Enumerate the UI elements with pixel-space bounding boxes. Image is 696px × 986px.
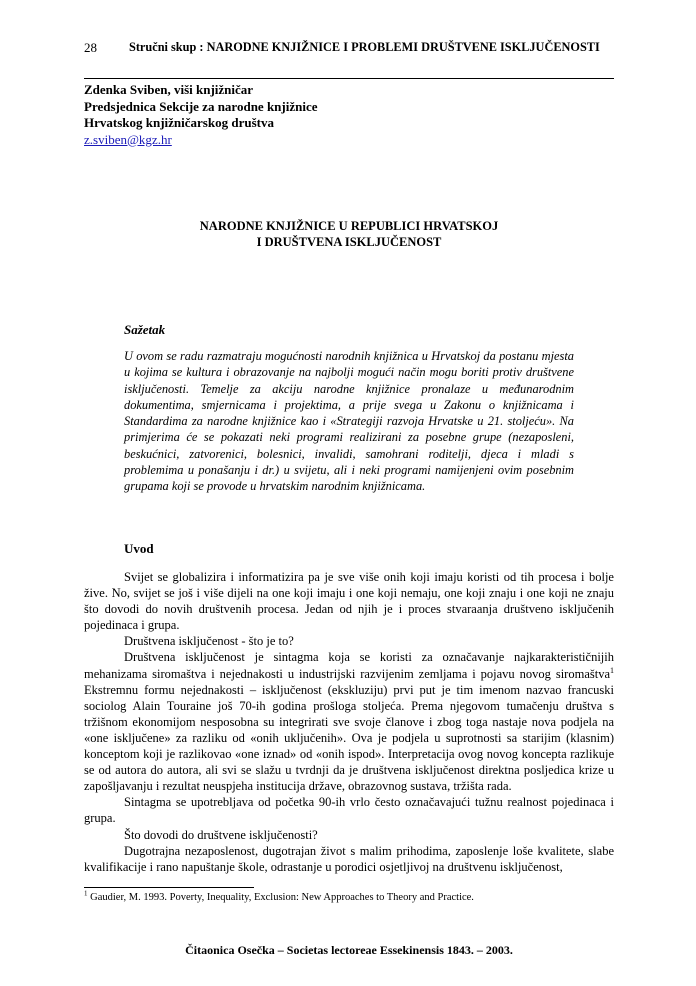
body-text: [84, 569, 614, 875]
header-rule: [84, 78, 614, 79]
paragraph: Svijet se globalizira i informatizira pa je sve više onih koji imaju koristi od tih procesa i bolje žive. No, svijet se još i više dijeli na one koji imaju i one koji nemaju, one koji znaju i one koji ne znaju što dovodi do novih društvenih procesa. Jedan od njih je i proces stvaraanja društveno isključenih pojedinaca i grupa.: [84, 570, 614, 633]
title-line-1: NARODNE KNJIŽNICE U REPUBLICI HRVATSKOJ: [199, 219, 499, 233]
article-title: [84, 219, 614, 250]
intro-heading: Uvod: [124, 541, 154, 556]
author-name: Zdenka Sviben, viši knjižničar: [84, 82, 254, 97]
paragraph: Dugotrajna nezaposlenost, dugotrajan život s malim prihodima, zaposlenje loše kvalitete, slabe kvalifikacije i rano napuštanje škole, odrastanje u porodici osjetljivoj na društvenu isključenost,: [84, 843, 614, 874]
page-footer: Čitaonica Osečka – Societas lectoreae Essekinensis 1843. – 2003.: [185, 943, 513, 957]
footnote-text: Gaudier, M. 1993. Poverty, Inequality, Exclusion: New Approaches to Theory and Practice.: [87, 892, 474, 903]
footnote: [84, 891, 614, 904]
abstract-heading: Sažetak: [124, 322, 166, 337]
author-organization: Hrvatskog knjižničarskog društva: [84, 115, 274, 130]
footnote-reference[interactable]: 1: [610, 665, 614, 675]
paragraph-text: Ekstremnu formu nejednakosti – isključenost (ekskluziju) prvi put je tim imenom nazvao francuski sociolog Alain Touraine još 70-ih godina prošloga stoljeća. Prema njegovom tumačenju društva s tržišnom ekonomijom nesposobna su integrirati sve svoje članove i zbog toga nastaje nova podjela na «one isključene» za razliku od «onih uključenih». Ova je podjela u suprotnosti sa starijim (klasnim) konceptom koji je razlikovao «one iznad» od «onih ispod». Interpretacija ovog novog koncepta razlikuje se od autora do autora, ali svi se slažu u tvrdnji da je društvena isključenost direktna posljedica krize u zapošljavanju i rezultat neuspjeha institucija države, obrazovnog sustava, tržišta rada.: [84, 682, 614, 794]
footnote-rule: [84, 887, 254, 888]
abstract-text: U ovom se radu razmatraju mogućnosti narodnih knjižnica u Hrvatskoj da postanu mjesta u kojima se kultura i obrazovanje na najbolji mogući način mogu boriti protiv društvene isključenosti. Temelje za akciju narodne knjižnice pronalaze u međunarodnim dokumentima, smjernicama i projektima, a prije svega u Zakonu o knjižnicama i Standardima za narodne knjižnice kao i «Strategiji razvoja Hrvatske u 21. stoljeću». Na primjerima će se pokazati neki programi realizirani za posebne grupe (nezaposleni, beskućnici, zatvorenici, bolesnici, invalidi, samohrani roditelji, djeca i mladi s problemima u ponašanju i dr.) u svijetu, ali i neki programi namijenjeni ovim posebnim grupama koji se provode u hrvatskim narodnim knjižnicama.: [124, 349, 574, 494]
page-number: 28: [84, 40, 97, 55]
author-email-link[interactable]: z.sviben@kgz.hr: [84, 131, 172, 147]
footnote-marker: 1: [84, 889, 88, 898]
paragraph: Sintagma se upotrebljava od početka 90-ih vrlo često označavajući tužnu realnost pojedinaca i grupa.: [84, 795, 614, 826]
author-role: Predsjednica Sekcije za narodne knjižnice: [84, 98, 318, 114]
author-block: [84, 82, 318, 148]
paragraph-text: Društvena isključenost je sintagma koja se koristi za označavanje najkarakterističnijih mehanizama siromaštva i nejednakosti u industrijski razvijenim zemljama i pojavu novog siromaštva: [84, 650, 614, 681]
paragraph: Društvena isključenost - što je to?: [124, 634, 294, 649]
paragraph: Što dovodi do društvene isključenosti?: [124, 827, 318, 842]
title-line-2: I DRUŠTVENA ISKLJUČENOST: [256, 234, 442, 249]
running-head: Stručni skup : NARODNE KNJIŽNICE I PROBLEMI DRUŠTVENE ISKLJUČENOSTI: [129, 40, 600, 54]
paragraph: [84, 649, 614, 794]
